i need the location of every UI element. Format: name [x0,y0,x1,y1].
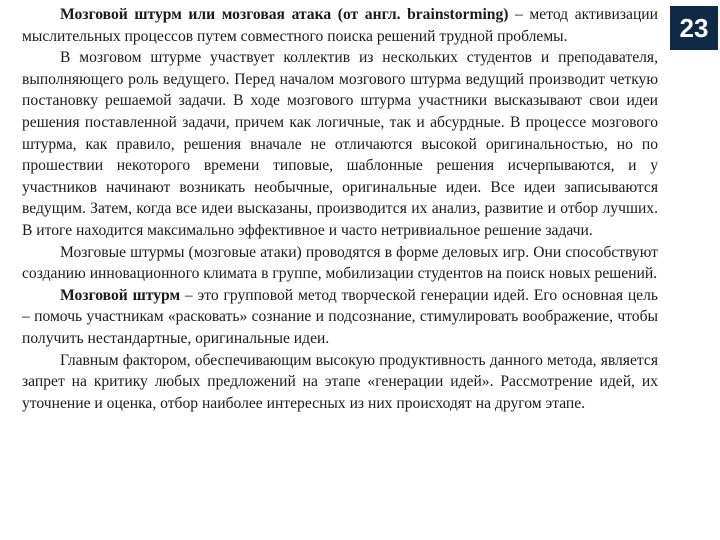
paragraph-text: Главным фактором, обеспечивающим высокую продуктивность данного метода, является запрет на критику любых предложений на этапе «генерации идей». Рассмотрение идей, их уточнение и оценка, отбор наиболее интересных из них происходят на другом этапе. [22,351,658,412]
paragraph-text: – это групповой метод творческой генерации идей. Его основная цель – помочь участникам «расковать» сознание и подсознание, стимулировать воображение, чтобы получить нестандартные, оригинальные идеи. [22,286,658,347]
paragraph-text: В мозговом штурме участвует коллектив из нескольких студентов и преподавателя, выполняющего роль ведущего. Перед началом мозгового штурма ведущий производит четкую постановку решаемой задачи. В ходе мозгового штурма участники высказывают свои идеи решения поставленной задачи, причем как логичные, так и абсурдные. В процессе мозгового штурма, как правило, решения вначале не отличаются высокой оригинальностью, но по прошествии некоторого времени типовые, шаблонные решения исчерпываются, и у участников начинают возникать необычные, оригинальные идеи. Все идеи записываются ведущим. Затем, когда все идеи высказаны, производится их анализ, развитие и отбор лучших. В итоге находится максимально эффективное и часто нетривиальное решение задачи. [22,49,658,239]
paragraph-business-games [22,242,658,285]
paragraph-process [22,47,658,241]
paragraph-group-method [22,285,658,350]
paragraph-definition [22,4,658,47]
term-brainstorming: Мозговой штурм [60,286,181,304]
document-body [22,4,658,414]
term-brainstorming-definition: Мозговой штурм или мозговая атака (от англ. brainstorming) [60,6,509,23]
paragraph-no-criticism [22,350,658,415]
page-number-badge: 23 [670,6,718,50]
paragraph-text: – метод активизации мыслительных процессов путем совместного поиска решений трудной проблемы. [22,6,658,45]
paragraph-text: Мозговые штурмы (мозговые атаки) проводятся в форме деловых игр. Они способствуют созданию инновационного климата в группе, мобилизации студентов на поиск новых решений. [22,243,658,283]
